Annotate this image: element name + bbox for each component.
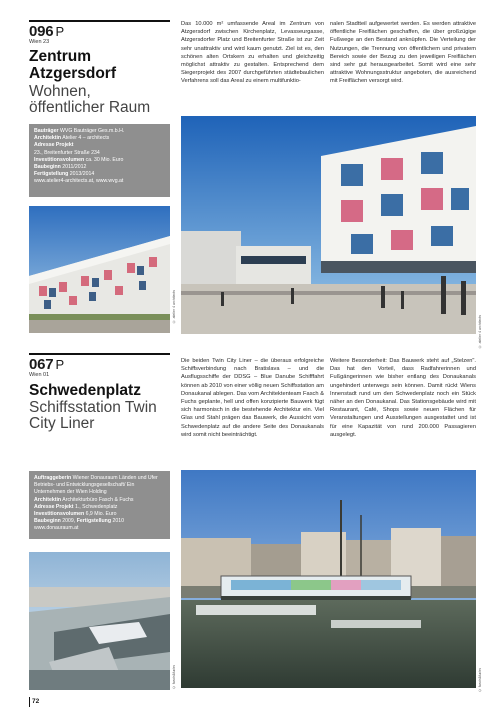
- project-info-box: Auftraggeberin Wiener Donauraum Länden und Ufer Betriebs- und Entwicklungsgesellschaft/ Ein Unternehmen der Wien Holding Architektin Architekturbüro Fasch & Fuchs Adresse Projekt 1., Schwedenplatz Investitionsvolumen 6,9 Mio. Euro Baubeginn 2009, Fertigstellung 2010 www.donauraum.at: [29, 471, 170, 539]
- project-location: Wien 01: [29, 372, 50, 378]
- image-credit: © atelier 4 architects: [172, 290, 176, 324]
- project-subtitle: Wohnen, öffentlicher Raum: [29, 83, 151, 116]
- project-subtitle: Schiffsstation Twin City Liner: [29, 399, 157, 432]
- image-credit: © atelier 4 architects: [478, 315, 482, 349]
- project-text-col1: Das 10.000 m² umfassende Areal im Zentrum von Atzgersdorf zwischen Kirchenplatz, Levasseurgasse, Atzgersdorfer Platz und Breitenfurter Straße ist zur Zeit sehr unattraktiv und wird kaum genutzt. Ziel ist es, den schönen alten Ortskern zu erhalten und gleichzeitig möglichst attraktiv zu gestalten. Entsprechend dem Siegerprojekt des 2007 durchgeführten städtebaulichen Verfahrens soll das Areal zu einem multifunktio-: [181, 21, 324, 85]
- image-credit: © fasch&fuchs: [478, 668, 482, 693]
- project-number: 096 P: [29, 23, 64, 40]
- project-info-box: Bauträger WVG Bauträger Ges.m.b.H. Architektin Atelier 4 – architects Adresse Projekt 23., Breitenfurter Straße 234 Investitionsvolumen ca. 30 Mio. Euro Baubeginn 2011/2012 Fertigstellung 2013/2014 www.atelier4-architects.at, www.wvg.at: [29, 124, 170, 197]
- header-rule: [29, 20, 170, 22]
- project-text-col2: Weitere Besonderheit: Das Bauwerk steht auf „Stelzen". Das hat den Vorteil, dass Radfahrerinnen und Fußgängerinnen wie bisher entlang des Donaukanals ungehindert unterwegs sein können. Damit rückt Wiens Innenstadt rund um den Schwedenplatz noch ein Stück näher an den Donaukanal. Das Stationsgebäude wird mit Restaurant, Café, Shops sowie neuen Flächen für Veranstaltungen und Ausstellungen ausgestattet und ist für eine Kapazität von rund 200.000 Passagieren ausgelegt.: [330, 358, 476, 438]
- project-number: 067 P: [29, 356, 64, 373]
- project-text-col2: nalen Stadtteil aufgewertet werden. Es werden attraktive öffentliche Freiflächen geschaffen, die über großzügige Fußwege an den Bestand anknüpfen. Die Verteilung der Nutzungen, die Trennung von öffentlichem und privatem Bereich sowie der Bezug zu den jeweiligen Freiflächen sind sehr gut herausgearbeitet. Somit wird eine sehr attraktive Wohnungsstruktur angeboten, die ausreichend mit Freiflächen versorgt wird.: [330, 21, 476, 85]
- project-image-large: [181, 470, 476, 688]
- page-number: 72: [32, 698, 40, 705]
- project-image-large: [181, 116, 476, 334]
- project-image-small: [29, 206, 170, 333]
- project-title: Schwedenplatz: [29, 382, 141, 399]
- image-credit: © fasch&fuchs: [172, 665, 176, 690]
- page-number-bar: [29, 697, 30, 707]
- project-text-col1: Die beiden Twin City Liner – die überaus erfolgreiche Schiffsverbindung nach Bratislava – und die Ausflugsschiffe der DDSG – Blue Danube Schifffahrt können ab 2010 von einer völlig neuen Schiffsstation am Donaukanal ablegen. Das vom Architektenteam Fasch & Fuchs geplante, hell und offen konzipierte Bauwerk fügt sich harmonisch in die bestehende Architektur ein. Viel Glas und Stahl prägen das Bauwerk, die Aussicht vom Schwedenplatz auf die andere Seite des Donaukanals wird somit nicht beeinträchtigt.: [181, 358, 324, 438]
- header-rule: [29, 353, 170, 355]
- project-image-small: [29, 552, 170, 690]
- project-location: Wien 23: [29, 39, 50, 45]
- project-title: Zentrum Atzgersdorf: [29, 48, 116, 82]
